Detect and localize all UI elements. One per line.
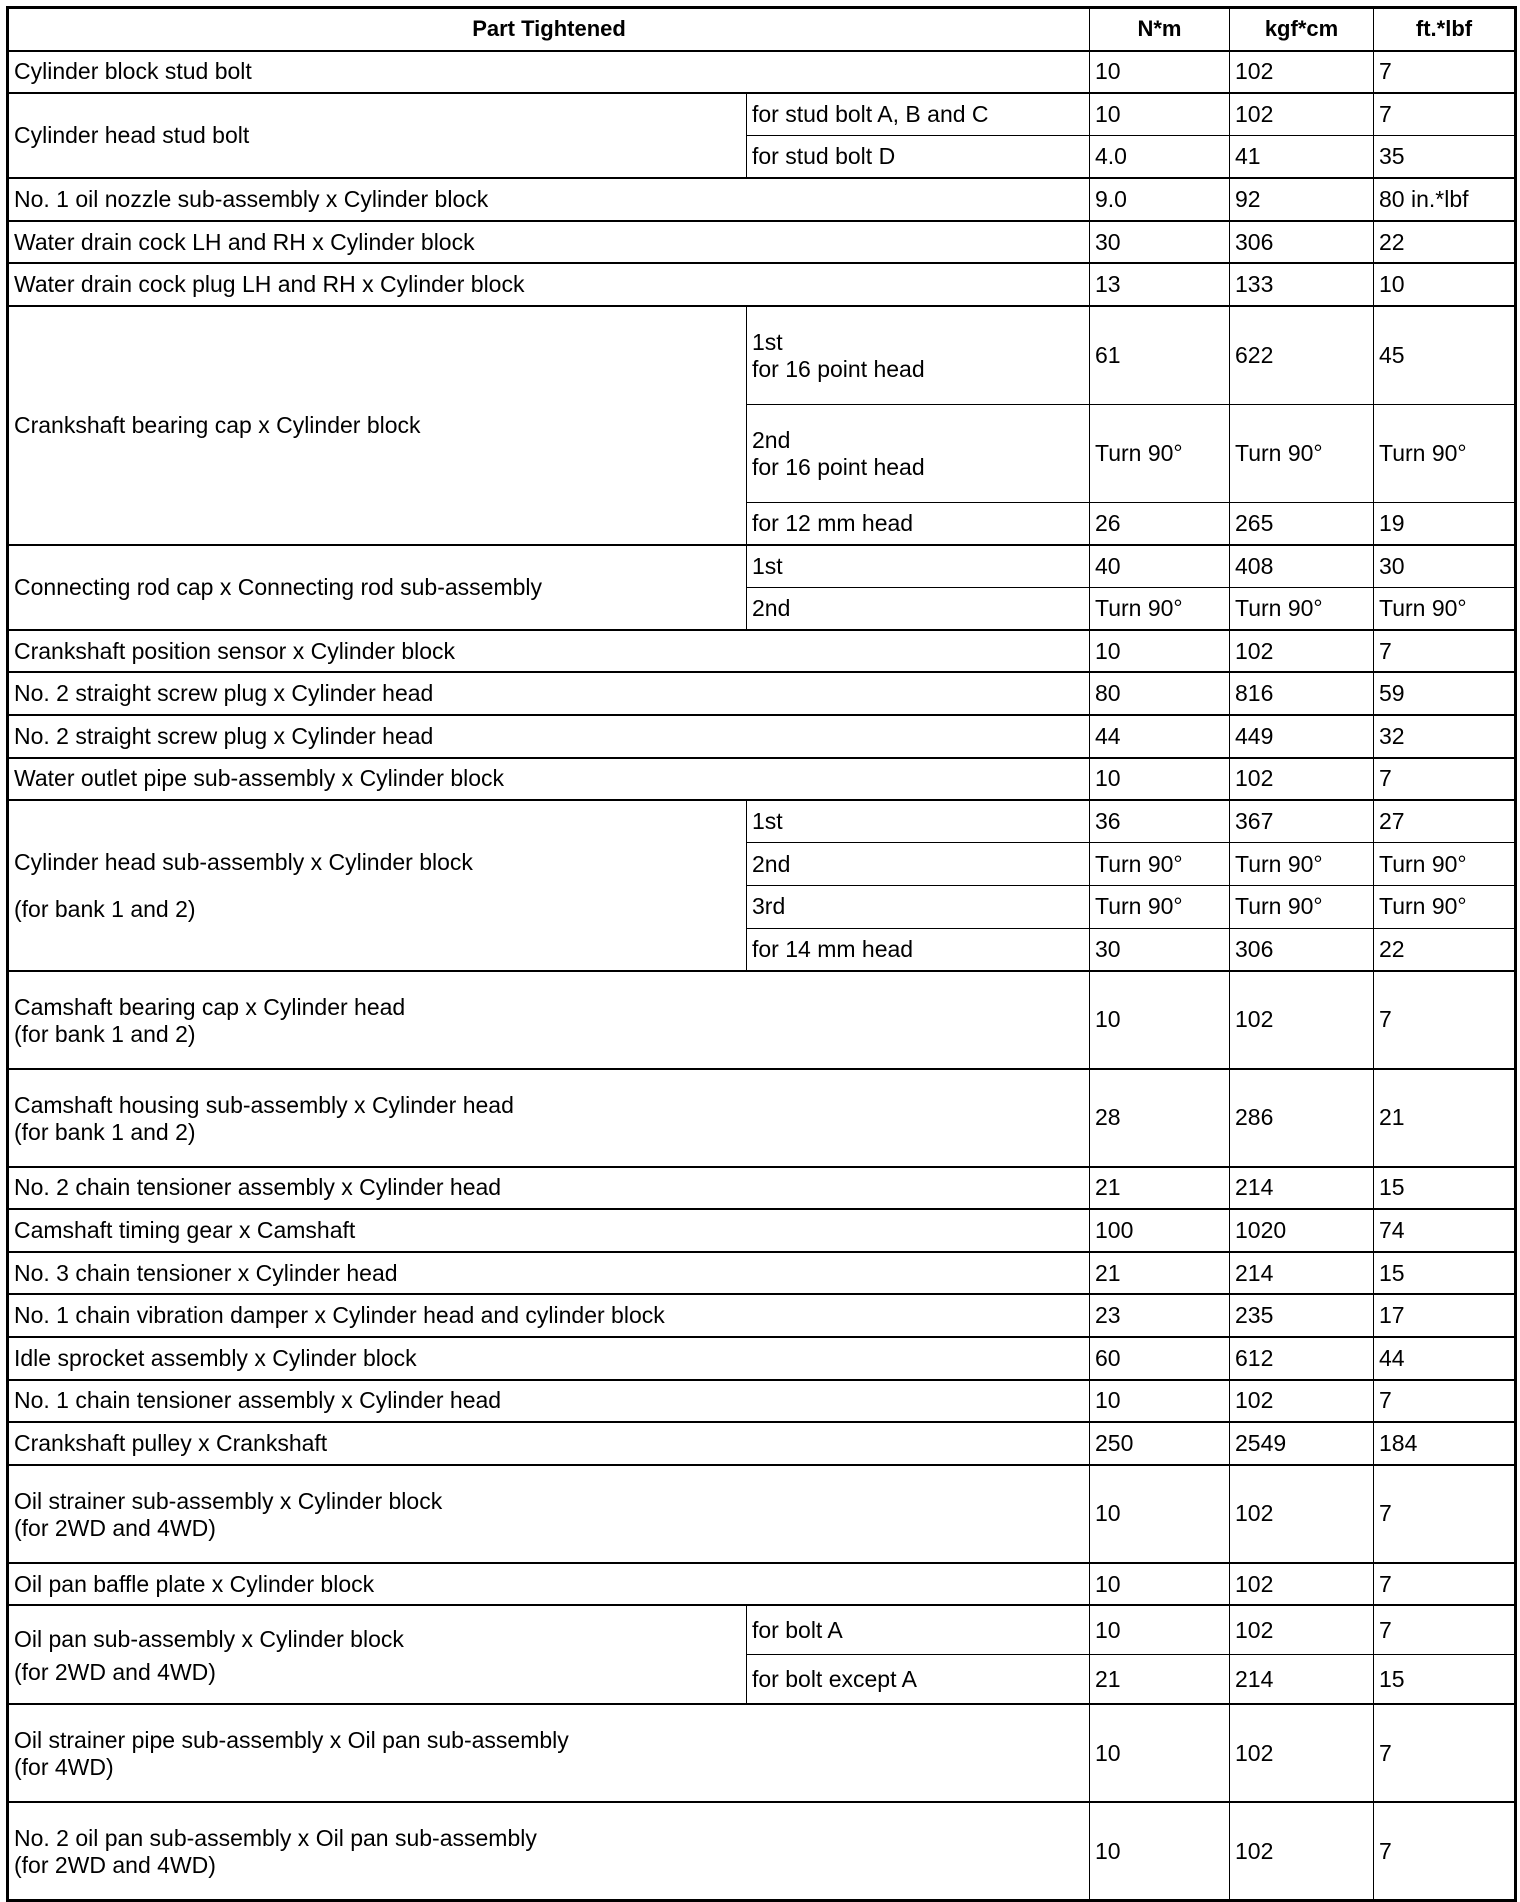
condition-cell bbox=[747, 885, 1090, 928]
value-ft: 35 bbox=[1374, 136, 1516, 179]
value-ft: 22 bbox=[1374, 221, 1516, 264]
header-part: Part Tightened bbox=[8, 8, 1090, 51]
part-name: Cylinder head sub-assembly x Cylinder block bbox=[14, 849, 473, 876]
part-name: No. 2 straight screw plug x Cylinder head bbox=[14, 680, 434, 707]
value-nm: 26 bbox=[1090, 502, 1230, 545]
condition: for bolt except A bbox=[752, 1665, 917, 1692]
value-kgf: 102 bbox=[1230, 51, 1374, 94]
multi-line-text bbox=[14, 1821, 1084, 1881]
value-ft: 7 bbox=[1374, 630, 1516, 673]
value-ft: 59 bbox=[1374, 672, 1516, 715]
header-nm: N*m bbox=[1090, 8, 1230, 51]
value-kgf: 102 bbox=[1230, 1465, 1374, 1563]
value-kgf: 449 bbox=[1230, 715, 1374, 758]
table-row bbox=[8, 1563, 1516, 1606]
table-row bbox=[8, 1605, 1516, 1655]
part-name: (for 2WD and 4WD) bbox=[14, 1514, 216, 1541]
value-nm: 13 bbox=[1090, 263, 1230, 306]
value-ft: 7 bbox=[1374, 1563, 1516, 1606]
part-cell bbox=[8, 178, 1090, 221]
value-kgf: Turn 90° bbox=[1230, 404, 1374, 502]
table-row bbox=[8, 263, 1516, 306]
value-kgf: 102 bbox=[1230, 1380, 1374, 1423]
table-row bbox=[8, 715, 1516, 758]
condition: for 16 point head bbox=[752, 454, 925, 481]
value-nm: 10 bbox=[1090, 93, 1230, 136]
part-cell bbox=[8, 1802, 1090, 1900]
value-kgf: 306 bbox=[1230, 221, 1374, 264]
value-ft: 7 bbox=[1374, 1605, 1516, 1655]
value-ft: 80 in.*lbf bbox=[1374, 178, 1516, 221]
part-name: No. 3 chain tensioner x Cylinder head bbox=[14, 1259, 398, 1286]
value-kgf: Turn 90° bbox=[1230, 587, 1374, 630]
condition: for bolt A bbox=[752, 1616, 843, 1643]
value-ft: 10 bbox=[1374, 263, 1516, 306]
condition: 2nd bbox=[752, 594, 791, 621]
value-nm: 9.0 bbox=[1090, 178, 1230, 221]
value-nm: 10 bbox=[1090, 971, 1230, 1069]
value-kgf: 306 bbox=[1230, 928, 1374, 971]
part-cell bbox=[8, 1563, 1090, 1606]
table-row bbox=[8, 1167, 1516, 1210]
part-cell bbox=[8, 1380, 1090, 1423]
part-cell bbox=[8, 1294, 1090, 1337]
table-row bbox=[8, 758, 1516, 801]
value-nm: 250 bbox=[1090, 1422, 1230, 1465]
value-ft: 22 bbox=[1374, 928, 1516, 971]
value-ft: 7 bbox=[1374, 93, 1516, 136]
value-kgf: Turn 90° bbox=[1230, 843, 1374, 886]
value-nm: 100 bbox=[1090, 1209, 1230, 1252]
multi-line-text bbox=[14, 990, 1084, 1050]
value-nm: 21 bbox=[1090, 1252, 1230, 1295]
value-nm: 10 bbox=[1090, 1465, 1230, 1563]
table-row bbox=[8, 545, 1516, 588]
value-nm: 10 bbox=[1090, 51, 1230, 94]
part-cell bbox=[8, 545, 747, 630]
condition: for stud bolt A, B and C bbox=[752, 101, 989, 128]
value-nm: 21 bbox=[1090, 1655, 1230, 1705]
value-kgf: 612 bbox=[1230, 1337, 1374, 1380]
part-name: Water drain cock LH and RH x Cylinder block bbox=[14, 228, 475, 255]
part-cell bbox=[8, 672, 1090, 715]
part-name: Crankshaft bearing cap x Cylinder block bbox=[14, 411, 421, 438]
table-row bbox=[8, 1380, 1516, 1423]
table-row bbox=[8, 1069, 1516, 1167]
value-kgf: 214 bbox=[1230, 1252, 1374, 1295]
part-name: No. 1 chain vibration damper x Cylinder head and cylinder block bbox=[14, 1302, 665, 1329]
value-ft: 19 bbox=[1374, 502, 1516, 545]
condition-cell bbox=[747, 800, 1090, 843]
table-row bbox=[8, 800, 1516, 843]
value-kgf: 102 bbox=[1230, 630, 1374, 673]
value-kgf: 2549 bbox=[1230, 1422, 1374, 1465]
table-row bbox=[8, 306, 1516, 404]
value-ft: 15 bbox=[1374, 1167, 1516, 1210]
condition: 1st bbox=[752, 552, 783, 579]
multi-line-text bbox=[14, 1622, 741, 1688]
condition-cell bbox=[747, 545, 1090, 588]
part-name: No. 2 chain tensioner assembly x Cylinder head bbox=[14, 1174, 502, 1201]
value-kgf: Turn 90° bbox=[1230, 885, 1374, 928]
part-cell bbox=[8, 758, 1090, 801]
part-cell bbox=[8, 1422, 1090, 1465]
value-nm: Turn 90° bbox=[1090, 885, 1230, 928]
value-kgf: 133 bbox=[1230, 263, 1374, 306]
value-nm: 30 bbox=[1090, 221, 1230, 264]
value-nm: 10 bbox=[1090, 1802, 1230, 1900]
condition: for 12 mm head bbox=[752, 509, 914, 536]
value-nm: 40 bbox=[1090, 545, 1230, 588]
value-kgf: 102 bbox=[1230, 971, 1374, 1069]
part-cell bbox=[8, 800, 747, 970]
part-cell bbox=[8, 51, 1090, 94]
table-row bbox=[8, 1209, 1516, 1252]
part-name: No. 2 straight screw plug x Cylinder head bbox=[14, 722, 434, 749]
part-cell bbox=[8, 1167, 1090, 1210]
part-name: (for 4WD) bbox=[14, 1754, 114, 1781]
value-nm: 28 bbox=[1090, 1069, 1230, 1167]
part-cell bbox=[8, 306, 747, 545]
table-row bbox=[8, 1252, 1516, 1295]
value-nm: 30 bbox=[1090, 928, 1230, 971]
condition: 1st bbox=[752, 808, 783, 835]
value-kgf: 265 bbox=[1230, 502, 1374, 545]
condition-cell bbox=[747, 843, 1090, 886]
value-kgf: 102 bbox=[1230, 758, 1374, 801]
table-row bbox=[8, 1802, 1516, 1900]
value-ft: 7 bbox=[1374, 1465, 1516, 1563]
table-row bbox=[8, 51, 1516, 94]
part-name: (for 2WD and 4WD) bbox=[14, 1658, 216, 1685]
multi-line-text bbox=[752, 325, 1084, 385]
multi-line-text bbox=[14, 1484, 1084, 1544]
part-name: Oil strainer pipe sub-assembly x Oil pan sub-assembly bbox=[14, 1727, 569, 1754]
torque-spec-table bbox=[6, 6, 1517, 1902]
value-nm: 10 bbox=[1090, 1704, 1230, 1802]
value-ft: 21 bbox=[1374, 1069, 1516, 1167]
value-ft: 74 bbox=[1374, 1209, 1516, 1252]
part-name: Water drain cock plug LH and RH x Cylinder block bbox=[14, 271, 525, 298]
value-ft: 15 bbox=[1374, 1655, 1516, 1705]
value-ft: 184 bbox=[1374, 1422, 1516, 1465]
header-row bbox=[8, 8, 1516, 51]
part-name: Cylinder head stud bolt bbox=[14, 122, 250, 149]
value-kgf: 816 bbox=[1230, 672, 1374, 715]
value-ft: 7 bbox=[1374, 1380, 1516, 1423]
value-nm: 21 bbox=[1090, 1167, 1230, 1210]
header-ft: ft.*lbf bbox=[1374, 8, 1516, 51]
part-name: Idle sprocket assembly x Cylinder block bbox=[14, 1344, 417, 1371]
value-kgf: 92 bbox=[1230, 178, 1374, 221]
part-cell bbox=[8, 630, 1090, 673]
part-name: No. 1 oil nozzle sub-assembly x Cylinder block bbox=[14, 186, 489, 213]
part-name: Water outlet pipe sub-assembly x Cylinder block bbox=[14, 765, 505, 792]
condition: for 16 point head bbox=[752, 356, 925, 383]
condition-cell bbox=[747, 136, 1090, 179]
value-nm: 61 bbox=[1090, 306, 1230, 404]
condition-cell bbox=[747, 1605, 1090, 1655]
part-name: Cylinder block stud bolt bbox=[14, 58, 252, 85]
part-name: Crankshaft position sensor x Cylinder block bbox=[14, 637, 456, 664]
table-row bbox=[8, 178, 1516, 221]
part-cell bbox=[8, 1069, 1090, 1167]
condition: 1st bbox=[752, 329, 783, 356]
part-cell bbox=[8, 1605, 747, 1704]
condition-cell bbox=[747, 93, 1090, 136]
part-name: No. 1 chain tensioner assembly x Cylinder head bbox=[14, 1387, 502, 1414]
value-nm: 10 bbox=[1090, 1563, 1230, 1606]
part-name: (for bank 1 and 2) bbox=[14, 1020, 196, 1047]
part-cell bbox=[8, 1704, 1090, 1802]
multi-line-text bbox=[14, 845, 741, 925]
value-ft: 7 bbox=[1374, 51, 1516, 94]
value-ft: Turn 90° bbox=[1374, 885, 1516, 928]
table-row bbox=[8, 221, 1516, 264]
part-cell bbox=[8, 263, 1090, 306]
condition-cell bbox=[747, 587, 1090, 630]
value-kgf: 1020 bbox=[1230, 1209, 1374, 1252]
value-ft: 27 bbox=[1374, 800, 1516, 843]
value-nm: 10 bbox=[1090, 630, 1230, 673]
value-nm: 36 bbox=[1090, 800, 1230, 843]
value-ft: 15 bbox=[1374, 1252, 1516, 1295]
part-cell bbox=[8, 1209, 1090, 1252]
value-nm: 60 bbox=[1090, 1337, 1230, 1380]
table-row bbox=[8, 1465, 1516, 1563]
part-cell bbox=[8, 715, 1090, 758]
table-row bbox=[8, 1704, 1516, 1802]
value-kgf: 286 bbox=[1230, 1069, 1374, 1167]
part-name: Oil pan baffle plate x Cylinder block bbox=[14, 1570, 375, 1597]
part-cell bbox=[8, 221, 1090, 264]
part-cell bbox=[8, 971, 1090, 1069]
part-name: (for 2WD and 4WD) bbox=[14, 1852, 216, 1879]
value-kgf: 102 bbox=[1230, 1563, 1374, 1606]
condition-cell bbox=[747, 306, 1090, 404]
part-name: Oil strainer sub-assembly x Cylinder block bbox=[14, 1487, 443, 1514]
value-ft: Turn 90° bbox=[1374, 587, 1516, 630]
value-kgf: 102 bbox=[1230, 1605, 1374, 1655]
value-nm: Turn 90° bbox=[1090, 404, 1230, 502]
condition: 2nd bbox=[752, 850, 791, 877]
value-ft: 7 bbox=[1374, 1704, 1516, 1802]
part-name: Crankshaft pulley x Crankshaft bbox=[14, 1429, 328, 1456]
value-kgf: 214 bbox=[1230, 1167, 1374, 1210]
part-name: No. 2 oil pan sub-assembly x Oil pan sub-assembly bbox=[14, 1825, 537, 1852]
value-nm: Turn 90° bbox=[1090, 843, 1230, 886]
value-kgf: 102 bbox=[1230, 93, 1374, 136]
multi-line-text bbox=[14, 1088, 1084, 1148]
condition: 2nd bbox=[752, 427, 791, 454]
value-nm: 44 bbox=[1090, 715, 1230, 758]
table-row bbox=[8, 1337, 1516, 1380]
part-cell bbox=[8, 1465, 1090, 1563]
part-name: Connecting rod cap x Connecting rod sub-assembly bbox=[14, 573, 543, 600]
part-name: Oil pan sub-assembly x Cylinder block bbox=[14, 1625, 404, 1652]
value-ft: 44 bbox=[1374, 1337, 1516, 1380]
value-ft: 7 bbox=[1374, 758, 1516, 801]
value-kgf: 41 bbox=[1230, 136, 1374, 179]
part-name: Camshaft timing gear x Camshaft bbox=[14, 1216, 356, 1243]
part-cell bbox=[8, 1252, 1090, 1295]
value-kgf: 235 bbox=[1230, 1294, 1374, 1337]
table-body bbox=[8, 51, 1516, 1901]
table-row bbox=[8, 971, 1516, 1069]
condition-cell bbox=[747, 404, 1090, 502]
value-ft: 30 bbox=[1374, 545, 1516, 588]
value-kgf: 102 bbox=[1230, 1802, 1374, 1900]
condition-cell bbox=[747, 502, 1090, 545]
part-name: (for bank 1 and 2) bbox=[14, 896, 196, 923]
condition: for stud bolt D bbox=[752, 143, 896, 170]
value-kgf: 622 bbox=[1230, 306, 1374, 404]
value-nm: 80 bbox=[1090, 672, 1230, 715]
value-nm: 10 bbox=[1090, 1380, 1230, 1423]
value-ft: 17 bbox=[1374, 1294, 1516, 1337]
condition-cell bbox=[747, 1655, 1090, 1705]
value-ft: 45 bbox=[1374, 306, 1516, 404]
value-ft: 32 bbox=[1374, 715, 1516, 758]
part-name: Camshaft housing sub-assembly x Cylinder head bbox=[14, 1091, 514, 1118]
part-name: Camshaft bearing cap x Cylinder head bbox=[14, 993, 406, 1020]
condition: for 14 mm head bbox=[752, 935, 914, 962]
multi-line-text bbox=[14, 1723, 1084, 1783]
table-row bbox=[8, 1422, 1516, 1465]
part-name: (for bank 1 and 2) bbox=[14, 1118, 196, 1145]
value-nm: 4.0 bbox=[1090, 136, 1230, 179]
value-kgf: 214 bbox=[1230, 1655, 1374, 1705]
table-row bbox=[8, 1294, 1516, 1337]
value-kgf: 367 bbox=[1230, 800, 1374, 843]
value-ft: Turn 90° bbox=[1374, 404, 1516, 502]
multi-line-text bbox=[752, 423, 1084, 483]
value-nm: 10 bbox=[1090, 1605, 1230, 1655]
value-nm: Turn 90° bbox=[1090, 587, 1230, 630]
value-ft: 7 bbox=[1374, 1802, 1516, 1900]
table-row bbox=[8, 630, 1516, 673]
value-ft: 7 bbox=[1374, 971, 1516, 1069]
value-kgf: 102 bbox=[1230, 1704, 1374, 1802]
value-nm: 23 bbox=[1090, 1294, 1230, 1337]
table-row bbox=[8, 93, 1516, 136]
value-nm: 10 bbox=[1090, 758, 1230, 801]
value-kgf: 408 bbox=[1230, 545, 1374, 588]
condition-cell bbox=[747, 928, 1090, 971]
condition: 3rd bbox=[752, 893, 786, 920]
table-row bbox=[8, 672, 1516, 715]
part-cell bbox=[8, 1337, 1090, 1380]
part-cell bbox=[8, 93, 747, 178]
header-kgf: kgf*cm bbox=[1230, 8, 1374, 51]
value-ft: Turn 90° bbox=[1374, 843, 1516, 886]
